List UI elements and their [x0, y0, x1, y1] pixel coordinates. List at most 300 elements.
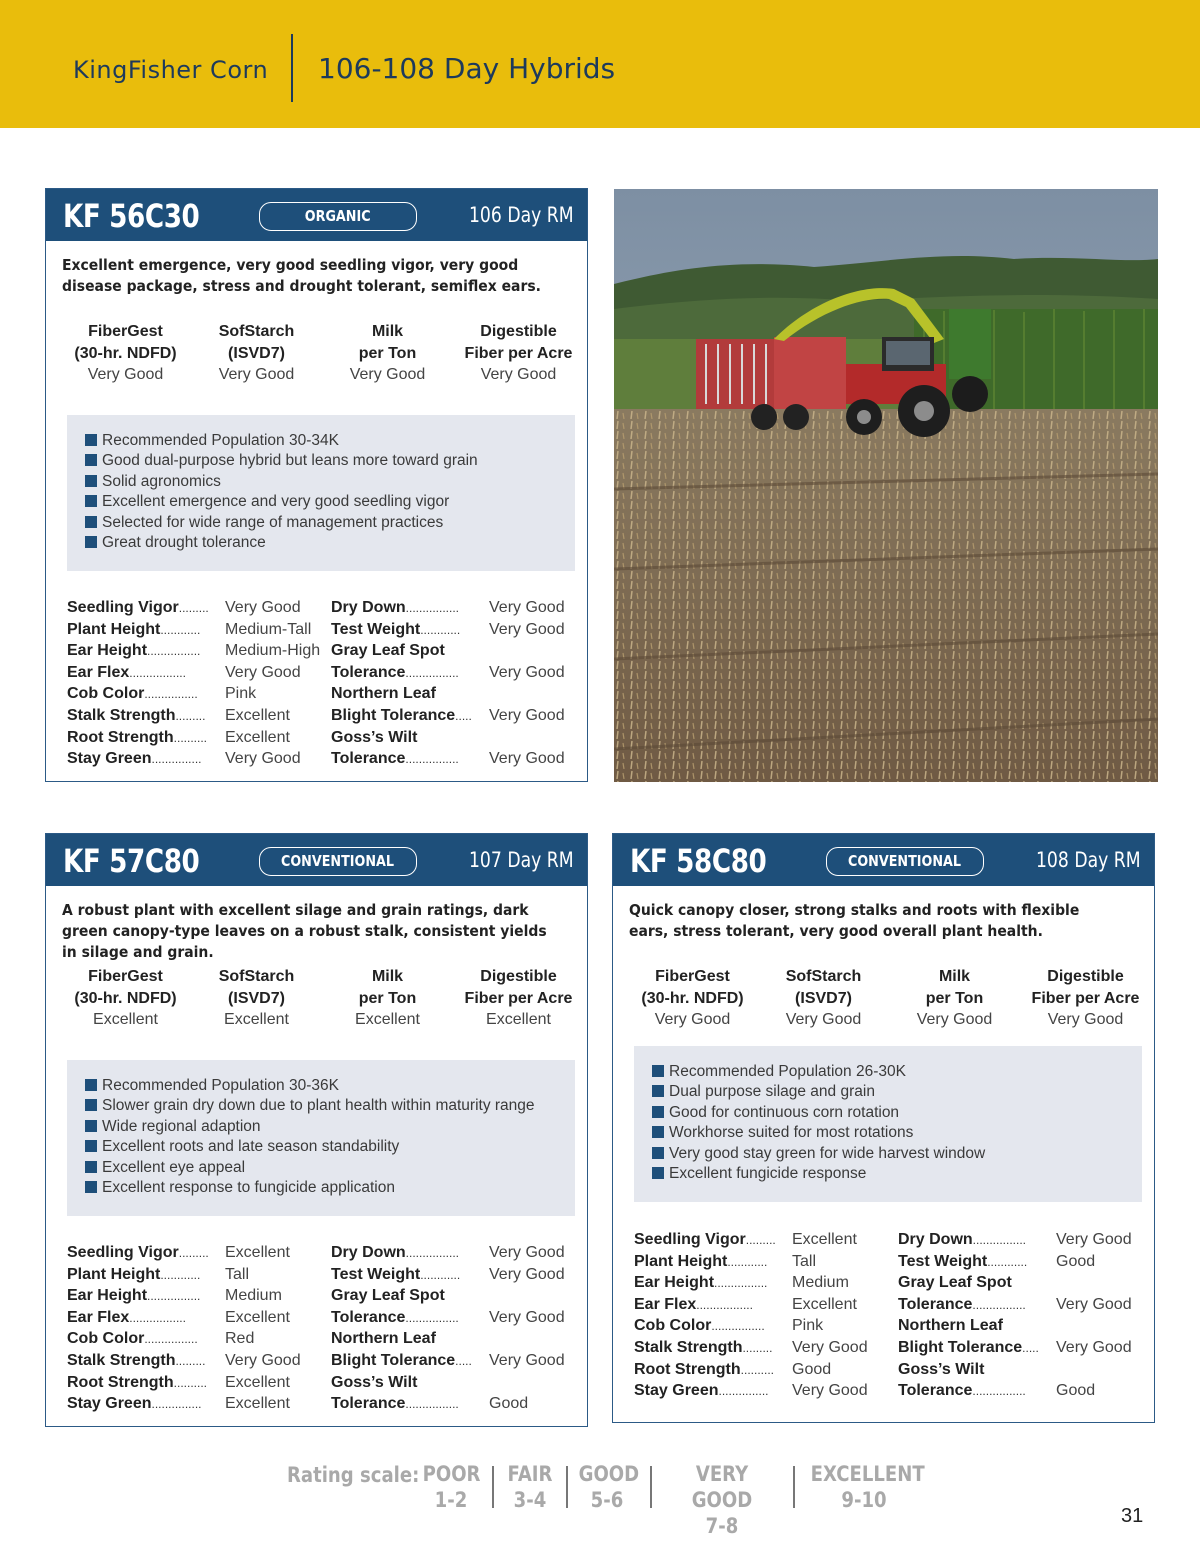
leader-dots: ................	[144, 687, 198, 702]
rating-row	[634, 1294, 894, 1316]
list-item: Selected for wide range of management practices	[85, 513, 575, 533]
rating-label: Seedling Vigor	[634, 1231, 746, 1248]
page-number: 31	[1121, 1505, 1144, 1527]
leader-dots: ................	[405, 1310, 459, 1325]
rating-label: Goss’s Wilt	[898, 1360, 985, 1378]
rating-label: Test Weight	[331, 620, 421, 638]
square-bullet-icon	[652, 1167, 664, 1179]
relative-maturity: 107 Day RM	[469, 848, 574, 872]
leader-dots: ..........	[173, 1375, 207, 1390]
metric-column	[191, 966, 322, 1031]
hybrid-card-kf56c30	[45, 188, 588, 782]
rating-value: Pink	[225, 685, 257, 703]
rating-label: Stalk Strength	[67, 1351, 176, 1369]
rating-row	[67, 748, 327, 770]
rating-value: Excellent	[225, 1373, 290, 1391]
metric-label: (30-hr. NDFD)	[641, 989, 744, 1007]
list-item: Recommended Population 30-36K	[85, 1076, 575, 1096]
feature-list	[634, 1046, 1142, 1202]
list-item: Slower grain dry down due to plant health within maturity range	[85, 1096, 575, 1116]
rating-label: Cob Color	[634, 1317, 712, 1335]
rating-row	[331, 727, 591, 749]
rating-label: Stalk Strength	[634, 1338, 743, 1356]
rating-row	[331, 640, 591, 662]
metric-column	[1020, 966, 1151, 1031]
silage-metrics	[60, 321, 584, 386]
metric-column	[889, 966, 1020, 1031]
rating-row	[898, 1229, 1158, 1251]
metric-value: Very Good	[916, 1011, 993, 1028]
leader-dots: .........	[178, 601, 209, 615]
leader-dots: .....	[455, 1353, 472, 1368]
leader-dots: .................	[129, 665, 186, 680]
scale-divider	[650, 1466, 652, 1508]
rating-row	[331, 1242, 591, 1264]
rating-label: Test Weight	[898, 1252, 988, 1270]
metric-label: Digestible	[1047, 968, 1124, 985]
metric-column	[60, 321, 191, 386]
rating-label: Northern Leaf	[898, 1317, 1003, 1335]
list-item: Wide regional adaption	[85, 1117, 575, 1137]
leader-dots: ............	[160, 622, 201, 637]
rating-value: Very Good	[489, 750, 565, 768]
rating-value: Very Good	[489, 599, 565, 616]
metric-label: Milk	[371, 968, 404, 985]
rating-value: Very Good	[225, 663, 301, 681]
square-bullet-icon	[85, 1099, 97, 1111]
rating-value: Good	[1056, 1382, 1096, 1400]
metric-label: Digestible	[480, 968, 557, 985]
metric-value: Very Good	[1047, 1011, 1124, 1028]
rating-row	[898, 1359, 1158, 1381]
rating-value: Very Good	[489, 706, 565, 724]
metric-value: Excellent	[486, 1011, 551, 1028]
square-bullet-icon	[85, 434, 97, 446]
rating-value: Excellent	[225, 1308, 290, 1326]
card-header	[613, 834, 1154, 886]
rating-row	[331, 1307, 591, 1329]
rating-label: Plant Height	[634, 1252, 728, 1270]
rating-row	[634, 1380, 894, 1402]
rating-row	[634, 1315, 894, 1337]
rating-label: Ear Flex	[634, 1295, 697, 1313]
metric-label: SofStarch	[218, 323, 295, 340]
rating-value: Very Good	[489, 663, 565, 681]
rating-value: Excellent	[225, 706, 290, 724]
card-header	[46, 189, 587, 241]
rating-value: Very Good	[225, 599, 301, 616]
metric-column	[322, 966, 453, 1031]
rating-label: Ear Flex	[67, 663, 130, 681]
rating-label: Blight Tolerance	[331, 706, 456, 724]
metric-label: FiberGest	[655, 968, 730, 985]
metric-value: Very Good	[349, 366, 426, 383]
leader-dots: ................	[405, 665, 459, 680]
leader-dots: ............	[987, 1254, 1028, 1269]
metric-label: FiberGest	[88, 323, 163, 340]
square-bullet-icon	[85, 1120, 97, 1132]
leader-dots: ................	[711, 1319, 765, 1334]
leader-dots: ...............	[151, 752, 202, 767]
rating-value: Pink	[792, 1317, 824, 1335]
leader-dots: ..........	[740, 1362, 774, 1377]
rating-label: Stay Green	[634, 1382, 719, 1400]
hybrid-type-badge: ORGANIC	[259, 202, 417, 231]
metric-label: FiberGest	[88, 968, 163, 985]
rating-value: Good	[792, 1360, 832, 1378]
ratings-column-left	[67, 1242, 327, 1415]
rating-label: Blight Tolerance	[898, 1338, 1023, 1356]
leader-dots: ...............	[151, 1397, 202, 1412]
leader-dots: .........	[742, 1340, 773, 1355]
leader-dots: .........	[175, 708, 206, 723]
rating-value: Very Good	[489, 620, 565, 638]
list-item: Solid agronomics	[85, 472, 575, 492]
metric-label: (30-hr. NDFD)	[74, 989, 177, 1007]
metric-value: Very Good	[480, 366, 557, 383]
rating-label: Ear Height	[634, 1274, 715, 1292]
rating-label: Goss’s Wilt	[331, 728, 418, 746]
rating-label: Root Strength	[67, 1373, 174, 1391]
rating-label: Root Strength	[67, 728, 174, 746]
rating-row	[67, 1393, 327, 1415]
ratings-column-right	[331, 1242, 591, 1415]
rating-label: Gray Leaf Spot	[331, 642, 445, 660]
scale-level-fair: FAIR 3-4	[507, 1462, 553, 1512]
rating-label: Northern Leaf	[331, 685, 436, 703]
rating-label: Ear Height	[67, 642, 148, 660]
scale-level-very-good: VERY GOOD 7-8	[691, 1462, 753, 1538]
leader-dots: ................	[972, 1233, 1027, 1247]
leader-dots: ............	[420, 622, 461, 637]
rating-row	[331, 1285, 591, 1307]
list-item: Very good stay green for wide harvest window	[652, 1144, 1142, 1164]
leader-dots: ............	[160, 1267, 201, 1282]
rating-label: Stalk Strength	[67, 706, 176, 724]
leader-dots: .........	[745, 1233, 776, 1247]
rating-value: Very Good	[225, 750, 301, 768]
silage-metrics	[60, 966, 584, 1031]
square-bullet-icon	[652, 1126, 664, 1138]
rating-label: Seedling Vigor	[67, 1244, 179, 1261]
metric-value: Very Good	[218, 366, 295, 383]
rating-value: Very Good	[1056, 1295, 1132, 1313]
metric-value: Excellent	[93, 1011, 158, 1028]
hybrid-card-kf58c80	[612, 833, 1155, 1423]
hybrid-name: KF 58C80	[630, 842, 767, 880]
leader-dots: ................	[147, 644, 201, 659]
square-bullet-icon	[85, 1181, 97, 1193]
list-item: Recommended Population 26-30K	[652, 1062, 1142, 1082]
metric-column	[627, 966, 758, 1031]
metric-label: (ISVD7)	[228, 344, 285, 362]
list-item: Excellent fungicide response	[652, 1164, 1142, 1184]
rating-value: Excellent	[225, 728, 290, 746]
leader-dots: ...............	[718, 1384, 769, 1399]
leader-dots: ..........	[173, 730, 207, 745]
list-item: Great drought tolerance	[85, 533, 575, 553]
rating-row	[67, 1350, 327, 1372]
list-item: Dual purpose silage and grain	[652, 1082, 1142, 1102]
silage-metrics	[627, 966, 1151, 1031]
leader-dots: ................	[405, 601, 460, 615]
leader-dots: ................	[144, 1332, 198, 1347]
rating-label: Test Weight	[331, 1265, 421, 1283]
rating-label: Ear Flex	[67, 1308, 130, 1326]
relative-maturity: 106 Day RM	[469, 203, 574, 227]
rating-row	[331, 662, 591, 684]
rating-row	[331, 748, 591, 770]
rating-label: Cob Color	[67, 685, 145, 703]
rating-value: Excellent	[792, 1231, 857, 1248]
leader-dots: ................	[405, 1246, 460, 1260]
metric-value: Excellent	[355, 1011, 420, 1028]
rating-row	[67, 1328, 327, 1350]
rating-label: Gray Leaf Spot	[898, 1274, 1012, 1292]
rating-row	[331, 1350, 591, 1372]
rating-value: Very Good	[225, 1351, 301, 1369]
rating-label: Tolerance	[331, 1308, 406, 1326]
square-bullet-icon	[85, 475, 97, 487]
feature-list	[67, 1060, 575, 1216]
metric-label: per Ton	[358, 344, 417, 362]
metric-label: Fiber per Acre	[1031, 989, 1140, 1007]
rating-row	[331, 683, 591, 705]
metric-value: Very Good	[654, 1011, 731, 1028]
metric-label: SofStarch	[785, 968, 862, 985]
rating-value: Very Good	[489, 1265, 565, 1283]
square-bullet-icon	[652, 1106, 664, 1118]
ratings-column-left	[634, 1229, 894, 1402]
ratings-column-right	[898, 1229, 1158, 1402]
metric-label: per Ton	[358, 989, 417, 1007]
square-bullet-icon	[85, 495, 97, 507]
rating-value: Red	[225, 1330, 255, 1348]
rating-row	[898, 1337, 1158, 1359]
metric-value: Excellent	[224, 1011, 289, 1028]
list-item: Excellent roots and late season standability	[85, 1137, 575, 1157]
leader-dots: .................	[696, 1297, 753, 1312]
rating-label: Ear Height	[67, 1287, 148, 1305]
rating-value: Very Good	[489, 1351, 565, 1369]
rating-label: Northern Leaf	[331, 1330, 436, 1348]
leader-dots: ............	[727, 1254, 768, 1269]
header-divider	[291, 34, 293, 102]
leader-dots: .........	[178, 1246, 209, 1260]
rating-value: Very Good	[792, 1382, 868, 1400]
leader-dots: ................	[972, 1384, 1026, 1399]
rating-row	[67, 619, 327, 641]
leader-dots: .....	[455, 708, 472, 723]
square-bullet-icon	[652, 1085, 664, 1097]
rating-label: Plant Height	[67, 1265, 161, 1283]
rating-value: Tall	[225, 1265, 250, 1283]
leader-dots: ................	[714, 1276, 768, 1291]
rating-label: Root Strength	[634, 1360, 741, 1378]
page-title: 106-108 Day Hybrids	[318, 52, 616, 85]
list-item: Workhorse suited for most rotations	[652, 1123, 1142, 1143]
rating-value: Tall	[792, 1252, 817, 1270]
hybrid-card-kf57c80	[45, 833, 588, 1427]
rating-value: Medium-High	[225, 642, 321, 660]
rating-label: Plant Height	[67, 620, 161, 638]
square-bullet-icon	[85, 536, 97, 548]
rating-value: Medium	[792, 1274, 849, 1292]
scale-level-excellent: EXCELLENT 9-10	[810, 1462, 925, 1512]
list-item: Recommended Population 30-34K	[85, 431, 575, 451]
rating-value: Good	[1056, 1252, 1096, 1270]
leader-dots: ................	[405, 1397, 459, 1412]
rating-row	[67, 1242, 327, 1264]
rating-label: Dry Down	[898, 1231, 973, 1248]
metric-label: Fiber per Acre	[464, 344, 573, 362]
metric-column	[191, 321, 322, 386]
square-bullet-icon	[85, 1079, 97, 1091]
scale-level-poor: POOR 1-2	[422, 1462, 481, 1512]
leader-dots: ............	[420, 1267, 461, 1282]
square-bullet-icon	[85, 1140, 97, 1152]
leader-dots: .................	[129, 1310, 186, 1325]
rating-row	[898, 1294, 1158, 1316]
rating-value: Excellent	[792, 1295, 857, 1313]
rating-row	[634, 1229, 894, 1251]
square-bullet-icon	[85, 454, 97, 466]
leader-dots: ................	[405, 752, 459, 767]
metric-label: Milk	[371, 323, 404, 340]
rating-row	[898, 1272, 1158, 1294]
list-item: Excellent response to fungicide application	[85, 1178, 575, 1198]
rating-row	[331, 1264, 591, 1286]
rating-row	[331, 705, 591, 727]
square-bullet-icon	[85, 1161, 97, 1173]
rating-row	[634, 1251, 894, 1273]
scale-level-good: GOOD 5-6	[578, 1462, 640, 1512]
rating-row	[67, 597, 327, 619]
rating-row	[331, 1372, 591, 1394]
list-item: Excellent eye appeal	[85, 1158, 575, 1178]
rating-label: Dry Down	[331, 599, 406, 616]
rating-label: Tolerance	[331, 663, 406, 681]
list-item: Good for continuous corn rotation	[652, 1103, 1142, 1123]
rating-value: Medium	[225, 1287, 282, 1305]
rating-row	[331, 1328, 591, 1350]
rating-label: Tolerance	[898, 1382, 973, 1400]
rating-label: Tolerance	[898, 1295, 973, 1313]
rating-value: Very Good	[1056, 1338, 1132, 1356]
hybrid-description: A robust plant with excellent silage and grain ratings, dark green canopy-type leaves on a robust stalk, consistent yields in silage and grain.	[62, 901, 547, 961]
rating-row	[331, 597, 591, 619]
relative-maturity: 108 Day RM	[1036, 848, 1141, 872]
metric-column	[453, 966, 584, 1031]
hybrid-type-badge: CONVENTIONAL	[826, 847, 984, 876]
list-item: Excellent emergence and very good seedling vigor	[85, 492, 575, 512]
hybrid-name: KF 56C30	[63, 197, 200, 235]
rating-row	[634, 1337, 894, 1359]
rating-label: Cob Color	[67, 1330, 145, 1348]
ratings-column-left	[67, 597, 327, 770]
rating-value: Good	[489, 1395, 529, 1413]
card-header	[46, 834, 587, 886]
rating-label: Dry Down	[331, 1244, 406, 1261]
rating-row	[67, 662, 327, 684]
square-bullet-icon	[652, 1065, 664, 1077]
scale-divider	[566, 1466, 568, 1508]
metric-label: SofStarch	[218, 968, 295, 985]
square-bullet-icon	[652, 1147, 664, 1159]
metric-column	[453, 321, 584, 386]
metric-label: per Ton	[925, 989, 984, 1007]
leader-dots: ................	[147, 1289, 201, 1304]
metric-column	[758, 966, 889, 1031]
hybrid-name: KF 57C80	[63, 842, 200, 880]
metric-label: Digestible	[480, 323, 557, 340]
rating-value: Very Good	[489, 1308, 565, 1326]
metric-value: Very Good	[785, 1011, 862, 1028]
metric-label: Fiber per Acre	[464, 989, 573, 1007]
rating-value: Very Good	[792, 1338, 868, 1356]
rating-row	[67, 727, 327, 749]
rating-value: Excellent	[225, 1244, 290, 1261]
metric-value: Very Good	[87, 366, 164, 383]
list-item: Good dual-purpose hybrid but leans more toward grain	[85, 451, 575, 471]
rating-label: Seedling Vigor	[67, 599, 179, 616]
rating-label: Stay Green	[67, 1395, 152, 1413]
leader-dots: .........	[175, 1353, 206, 1368]
rating-value: Excellent	[225, 1395, 290, 1413]
square-bullet-icon	[85, 516, 97, 528]
hybrid-description: Quick canopy closer, strong stalks and roots with flexible ears, stress tolerant, very good overall plant health.	[629, 901, 1080, 940]
rating-row	[898, 1251, 1158, 1273]
rating-label: Tolerance	[331, 1395, 406, 1413]
rating-label: Gray Leaf Spot	[331, 1287, 445, 1305]
rating-row	[898, 1380, 1158, 1402]
rating-row	[898, 1315, 1158, 1337]
rating-value: Medium-Tall	[225, 620, 312, 638]
scale-divider	[793, 1466, 795, 1508]
field-harvest-photo	[614, 189, 1158, 782]
leader-dots: ................	[972, 1297, 1026, 1312]
rating-row	[67, 1264, 327, 1286]
scale-divider	[492, 1466, 494, 1508]
rating-label: Tolerance	[331, 750, 406, 768]
hybrid-type-badge: CONVENTIONAL	[259, 847, 417, 876]
ratings-column-right	[331, 597, 591, 770]
rating-label: Goss’s Wilt	[331, 1373, 418, 1391]
rating-row	[67, 1372, 327, 1394]
rating-row	[331, 1393, 591, 1415]
rating-row	[331, 619, 591, 641]
rating-row	[634, 1272, 894, 1294]
hybrid-description: Excellent emergence, very good seedling vigor, very good disease package, stress and drought tolerant, semiflex ears.	[62, 256, 541, 295]
rating-label: Blight Tolerance	[331, 1351, 456, 1369]
rating-row	[634, 1359, 894, 1381]
rating-row	[67, 1285, 327, 1307]
metric-label: (30-hr. NDFD)	[74, 344, 177, 362]
leader-dots: .....	[1022, 1340, 1039, 1355]
rating-row	[67, 1307, 327, 1329]
rating-value: Very Good	[1056, 1231, 1132, 1248]
metric-column	[322, 321, 453, 386]
brand-logo: KingFisher Corn	[73, 56, 269, 84]
rating-scale-label: Rating scale:	[287, 1463, 420, 1487]
feature-list	[67, 415, 575, 571]
rating-row	[67, 705, 327, 727]
rating-row	[67, 683, 327, 705]
rating-row	[67, 640, 327, 662]
metric-column	[60, 966, 191, 1031]
rating-label: Stay Green	[67, 750, 152, 768]
rating-value: Very Good	[489, 1244, 565, 1261]
